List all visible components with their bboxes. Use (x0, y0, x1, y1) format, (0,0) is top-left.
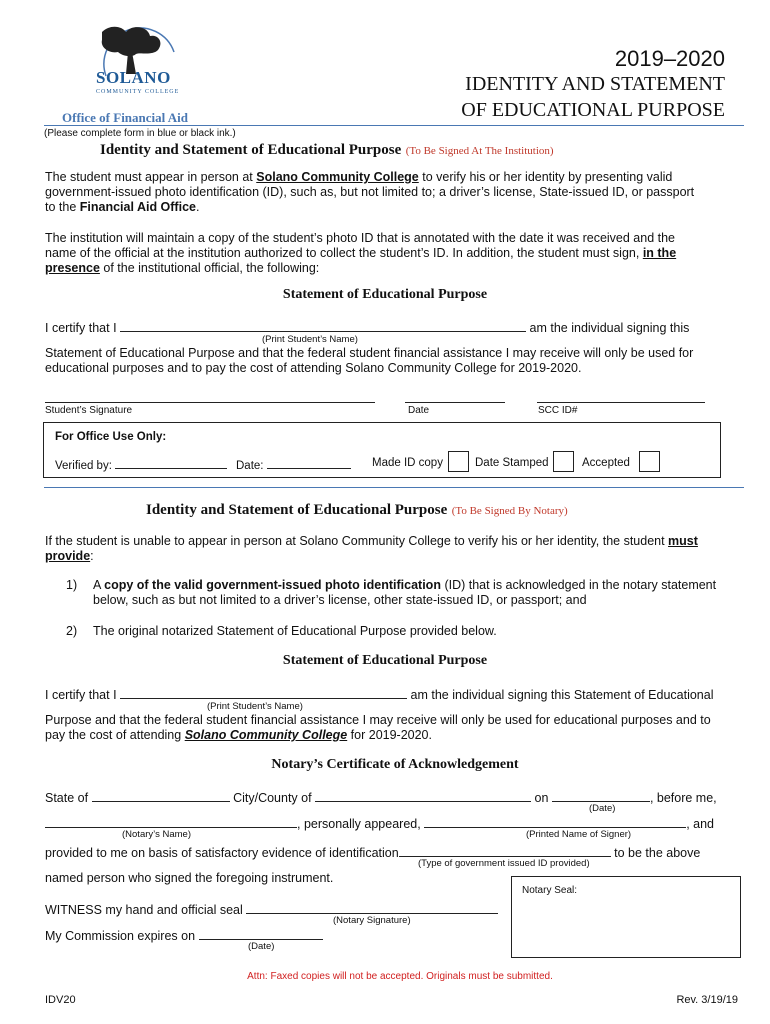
print-name-label-2: (Print Student’s Name) (207, 701, 303, 712)
named-person-text: named person who signed the foregoing instrument. (45, 871, 334, 885)
certify-line-2 (45, 686, 714, 703)
notary-date-field[interactable] (552, 789, 650, 802)
fax-notice: Attn: Faxed copies will not be accepted. Originals must be submitted. (247, 971, 553, 982)
certify-suffix: am the individual signing this (529, 321, 690, 335)
section1-paragraph1 (45, 170, 695, 215)
to-be-label: to be the above (614, 846, 701, 860)
before-me-label: , before me, (649, 791, 717, 805)
id-type-label: (Type of government issued ID provided) (418, 858, 590, 869)
office-use-box (43, 422, 721, 478)
section2-statement-heading: Statement of Educational Purpose (282, 653, 488, 668)
verified-by-label: Verified by: (55, 460, 112, 472)
office-date-row (236, 456, 351, 474)
revision-date: Rev. 3/19/19 (676, 994, 738, 1006)
office-date-label: Date: (236, 460, 264, 472)
p1-college: Solano Community College (256, 170, 419, 184)
certify2-college: Solano Community College (184, 728, 348, 742)
p2-text-b: of the institutional official, the following: (99, 261, 320, 275)
notary-signature-field[interactable] (246, 901, 498, 914)
list-item-1 (93, 578, 733, 608)
made-copy-label: Made ID copy (372, 457, 443, 469)
signature-date-label: Date (408, 405, 430, 416)
section-divider (44, 487, 744, 488)
commission-date-field[interactable] (199, 927, 323, 940)
accepted-label: Accepted (582, 457, 630, 469)
ink-note: (Please complete form in blue or black ink.) (44, 128, 236, 139)
form-title-line2: OF EDUCATIONAL PURPOSE (461, 99, 725, 121)
certify-rest: Statement of Educational Purpose and that the federal student financial assistance I may receive will only be used for educational purposes and to pay the cost of attending Solano Community College for 2019-2020. (45, 346, 694, 375)
section1-title: Identity and Statement of Educational Purpose (100, 142, 402, 158)
office-date-field[interactable] (267, 456, 351, 469)
p2-presence: in the presence (45, 246, 677, 275)
intro-text-b: : (90, 549, 94, 563)
intro-must: must provide (45, 534, 698, 563)
section2-heading (146, 501, 568, 519)
witness-label: WITNESS my hand and official seal (45, 903, 243, 917)
signer-name-field[interactable] (424, 815, 686, 828)
section1-paragraph2 (45, 231, 695, 276)
certify-prefix: I certify that I (45, 321, 117, 335)
certify2-prefix: I certify that I (45, 688, 117, 702)
print-name-label: (Print Student’s Name) (262, 334, 358, 345)
office-name: Office of Financial Aid (62, 110, 189, 125)
section1-heading (100, 141, 554, 159)
certify2-suffix: am the individual signing this Statement of Educational (410, 688, 714, 702)
form-id: IDV20 (45, 994, 76, 1006)
intro-text-a: If the student is unable to appear in person at Solano Community College to verify his or her identity, the student (45, 534, 669, 548)
p1-text-b: to verify his or her identity by presenting valid government-issued photo identification (ID), such as, but not limited to; a driver’s license, State-issued ID, or passport to the (45, 170, 695, 214)
notary-row-3 (45, 844, 700, 861)
commission-label: My Commission expires on (45, 929, 196, 943)
p2-text-a: The institution will maintain a copy of the student’s photo ID that is annotated with the date it was received and the name of the official at the institution authorized to collect the student’s ID. In addition, the student must sign, (45, 231, 676, 260)
logo-subtitle: COMMUNITY COLLEGE (96, 89, 180, 95)
witness-row (45, 901, 498, 918)
student-signature-label: Student’s Signature (45, 405, 133, 416)
header-rule (44, 125, 744, 126)
list-item-2: The original notarized Statement of Educational Purpose provided below. (93, 624, 497, 638)
list-item-1-number: 1) (66, 578, 78, 592)
item1-text-b: (ID) that is acknowledged in the notary statement below, such as but not limited to a driver’s license, other state-issued ID, or passport; and (93, 578, 717, 607)
made-copy-checkbox[interactable] (448, 451, 469, 472)
p1-text-c: . (195, 200, 200, 214)
notary-name-field[interactable] (45, 815, 297, 828)
section2-title: Identity and Statement of Educational Purpose (146, 502, 448, 518)
logo-name: SOLANO (96, 68, 171, 87)
notary-row-1 (45, 789, 717, 806)
scc-id-field[interactable] (537, 402, 705, 403)
state-field[interactable] (92, 789, 230, 802)
student-signature-field[interactable] (45, 402, 375, 403)
provided-label: provided to me on basis of satisfactory evidence of identification (45, 846, 399, 860)
state-of-label: State of (45, 791, 89, 805)
verified-by-row (55, 456, 227, 474)
commission-row (45, 927, 323, 944)
and-label: , and (686, 817, 714, 831)
student-name-field-2[interactable] (120, 686, 407, 699)
id-type-field[interactable] (399, 844, 611, 857)
form-title-line1: IDENTITY AND STATEMENT (465, 73, 725, 95)
notary-date-label: (Date) (589, 803, 616, 814)
section2-note: (To Be Signed By Notary) (451, 505, 568, 517)
accepted-checkbox[interactable] (639, 451, 660, 472)
notary-seal-box (511, 876, 741, 958)
certify2-rest (45, 713, 715, 743)
office-use-title: For Office Use Only: (55, 431, 167, 443)
verified-by-field[interactable] (115, 456, 227, 469)
item1-text-a: A (93, 578, 105, 592)
notary-name-label: (Notary’s Name) (122, 829, 191, 840)
list-item-2-number: 2) (66, 624, 78, 638)
certify-line-1 (45, 319, 689, 336)
date-stamped-label: Date Stamped (475, 457, 549, 469)
notary-signature-label: (Notary Signature) (333, 915, 411, 926)
section1-statement-heading: Statement of Educational Purpose (282, 287, 488, 302)
section2-intro (45, 534, 710, 564)
student-name-field[interactable] (120, 319, 526, 332)
item1-bold: copy of the valid government-issued photo identification (104, 578, 441, 592)
scc-id-label: SCC ID# (538, 405, 578, 416)
on-label: on (534, 791, 549, 805)
notary-seal-label: Notary Seal: (522, 885, 578, 896)
certify2-rest-b: for 2019-2020. (347, 728, 432, 742)
notary-heading: Notary’s Certificate of Acknowledgement (271, 757, 519, 772)
certify2-rest-a: Purpose and that the federal student financial assistance I may receive will only be used for educational purposes and to pay the cost of attending (45, 713, 711, 742)
city-county-field[interactable] (315, 789, 531, 802)
personally-label: , personally appeared, (297, 817, 421, 831)
p1-office: Financial Aid Office (79, 200, 196, 214)
city-county-label: City/County of (233, 791, 312, 805)
p1-text-a: The student must appear in person at (45, 170, 257, 184)
section1-note: (To Be Signed At The Institution) (405, 145, 554, 157)
form-year: 2019–2020 (614, 46, 725, 71)
date-stamped-checkbox[interactable] (553, 451, 574, 472)
commission-date-label: (Date) (248, 941, 275, 952)
signer-name-label: (Printed Name of Signer) (526, 829, 632, 840)
signature-date-field[interactable] (405, 402, 505, 403)
college-logo (92, 22, 182, 102)
